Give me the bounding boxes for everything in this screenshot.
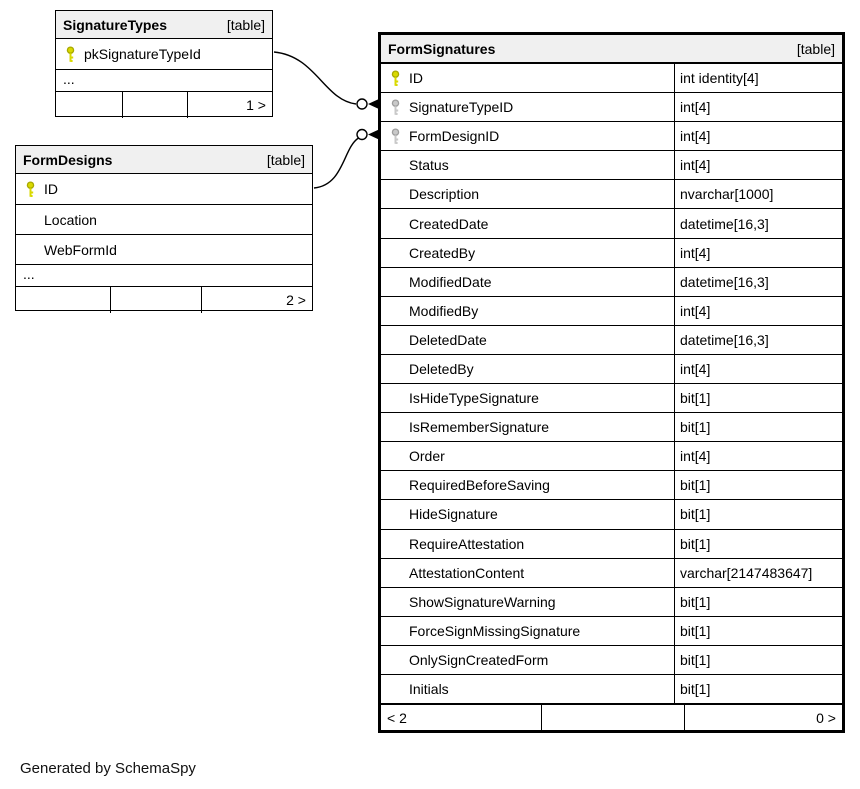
column-name-cell xyxy=(381,151,674,179)
column-name-cell xyxy=(381,588,674,616)
column-row xyxy=(381,674,842,703)
key-icon-slot xyxy=(390,622,401,639)
column-type: bit[1] xyxy=(674,413,842,441)
column-type: int[4] xyxy=(674,297,842,325)
column-name: ID xyxy=(44,181,58,197)
column-rows xyxy=(16,174,312,264)
column-row xyxy=(381,354,842,383)
key-icon-slot xyxy=(390,390,401,407)
primary-key-icon xyxy=(390,70,401,87)
column-name: Initials xyxy=(409,681,449,698)
footer-cell xyxy=(542,705,685,730)
column-row xyxy=(381,587,842,616)
column-name-cell xyxy=(381,413,674,441)
column-name-cell xyxy=(381,93,674,121)
column-type: bit[1] xyxy=(674,384,842,412)
column-name-cell xyxy=(16,174,312,204)
column-name: DeletedDate xyxy=(409,331,487,348)
column-type: datetime[16,3] xyxy=(674,209,842,237)
column-name: IsHideTypeSignature xyxy=(409,390,539,407)
footer-cell xyxy=(111,287,203,313)
column-name: Location xyxy=(44,211,97,228)
column-type: int identity[4] xyxy=(674,64,842,92)
column-row xyxy=(381,441,842,470)
table-signature-types xyxy=(55,10,273,117)
column-row xyxy=(381,267,842,296)
table-form-signatures xyxy=(378,32,845,733)
key-icon-slot xyxy=(390,302,401,319)
key-icon-slot xyxy=(390,448,401,465)
column-type: int[4] xyxy=(674,122,842,150)
column-name: ModifiedDate xyxy=(409,273,492,290)
fk-edge-form-design xyxy=(314,129,380,188)
column-row xyxy=(381,179,842,208)
table-header[interactable] xyxy=(381,35,842,64)
column-name: ID xyxy=(409,70,423,87)
column-name-cell xyxy=(381,64,674,92)
column-row xyxy=(381,412,842,441)
key-icon-slot xyxy=(390,593,401,610)
column-name: CreatedDate xyxy=(409,215,489,232)
column-type: bit[1] xyxy=(674,471,842,499)
column-name-cell xyxy=(56,39,272,69)
column-type: bit[1] xyxy=(674,500,842,528)
column-row xyxy=(16,204,312,234)
column-row xyxy=(381,616,842,645)
key-icon-slot xyxy=(390,273,401,290)
footer-cell-related-count: < 2 xyxy=(381,705,542,730)
column-name: ShowSignatureWarning xyxy=(409,593,556,610)
column-name: SignatureTypeID xyxy=(409,99,514,116)
column-name-cell xyxy=(381,675,674,703)
column-row xyxy=(381,325,842,354)
column-name-cell xyxy=(381,471,674,499)
key-icon-slot xyxy=(390,244,401,261)
column-name-cell xyxy=(381,209,674,237)
column-name-cell xyxy=(381,384,674,412)
ellipsis-row: ... xyxy=(16,264,312,286)
footer-cell xyxy=(56,92,123,118)
column-type: bit[1] xyxy=(674,617,842,645)
column-name-cell xyxy=(381,297,674,325)
generated-by-caption: Generated by SchemaSpy xyxy=(20,760,196,777)
column-row xyxy=(381,383,842,412)
footer-cell xyxy=(123,92,188,118)
column-row xyxy=(381,645,842,674)
column-name-cell xyxy=(381,442,674,470)
table-footer xyxy=(381,703,842,730)
column-type: datetime[16,3] xyxy=(674,326,842,354)
column-type: datetime[16,3] xyxy=(674,268,842,296)
column-row xyxy=(381,558,842,587)
column-name-cell xyxy=(381,355,674,383)
footer-cell-related-count: 2 > xyxy=(286,292,306,308)
column-row xyxy=(381,238,842,267)
column-name: DeletedBy xyxy=(409,360,474,377)
column-name-cell xyxy=(381,239,674,267)
column-name: WebFormId xyxy=(44,241,117,258)
column-type: bit[1] xyxy=(674,675,842,703)
column-name-cell xyxy=(381,268,674,296)
column-row xyxy=(381,529,842,558)
column-type: int[4] xyxy=(674,93,842,121)
ellipsis-row: ... xyxy=(56,69,272,91)
column-name-cell xyxy=(16,235,312,264)
key-icon-slot xyxy=(390,535,401,552)
column-type: bit[1] xyxy=(674,530,842,558)
primary-key-icon xyxy=(25,181,36,198)
column-type: bit[1] xyxy=(674,588,842,616)
column-row xyxy=(16,234,312,264)
column-name: RequiredBeforeSaving xyxy=(409,477,550,494)
column-rows xyxy=(381,64,842,703)
table-header[interactable] xyxy=(16,146,312,174)
table-tag: [table] xyxy=(796,40,835,57)
column-name: IsRememberSignature xyxy=(409,419,550,436)
fk-edge-signature-type xyxy=(274,52,380,110)
key-icon-slot xyxy=(390,186,401,203)
column-name: Status xyxy=(409,157,449,174)
table-footer xyxy=(56,91,272,118)
foreign-key-icon xyxy=(390,128,401,145)
column-row xyxy=(381,64,842,92)
table-tag: [table] xyxy=(266,151,305,168)
column-row xyxy=(381,150,842,179)
footer-cell-related-count: 0 > xyxy=(816,709,836,726)
table-header[interactable] xyxy=(56,11,272,39)
key-icon-slot xyxy=(390,215,401,232)
column-row xyxy=(381,92,842,121)
column-row xyxy=(381,121,842,150)
column-name-cell xyxy=(381,180,674,208)
column-name-cell xyxy=(16,205,312,234)
column-type: int[4] xyxy=(674,442,842,470)
table-name[interactable]: SignatureTypes xyxy=(63,16,167,33)
key-icon-slot xyxy=(390,681,401,698)
column-name: RequireAttestation xyxy=(409,535,525,552)
table-tag: [table] xyxy=(226,16,265,33)
column-name-cell xyxy=(381,559,674,587)
key-icon-slot xyxy=(25,211,36,228)
key-icon-slot xyxy=(390,419,401,436)
foreign-key-icon xyxy=(390,99,401,116)
column-type: nvarchar[1000] xyxy=(674,180,842,208)
column-name-cell xyxy=(381,122,674,150)
column-name: CreatedBy xyxy=(409,244,476,261)
table-footer xyxy=(16,286,312,313)
column-row xyxy=(16,174,312,204)
key-icon-slot xyxy=(390,651,401,668)
primary-key-icon xyxy=(65,46,76,63)
key-icon-slot xyxy=(390,157,401,174)
column-name-cell xyxy=(381,617,674,645)
column-row xyxy=(56,39,272,69)
column-type: int[4] xyxy=(674,355,842,383)
table-name[interactable]: FormSignatures xyxy=(388,40,496,57)
column-name-cell xyxy=(381,326,674,354)
footer-cell-related-count: 1 > xyxy=(246,97,266,113)
column-type: int[4] xyxy=(674,239,842,267)
column-row xyxy=(381,296,842,325)
column-rows xyxy=(56,39,272,69)
column-type: bit[1] xyxy=(674,646,842,674)
column-type: varchar[2147483647] xyxy=(674,559,842,587)
key-icon-slot xyxy=(390,506,401,523)
key-icon-slot xyxy=(390,564,401,581)
column-name: AttestationContent xyxy=(409,564,525,581)
key-icon-slot xyxy=(390,331,401,348)
column-name-cell xyxy=(381,530,674,558)
column-name-cell xyxy=(381,646,674,674)
column-name: OnlySignCreatedForm xyxy=(409,651,549,668)
column-row xyxy=(381,499,842,528)
column-name: Order xyxy=(409,448,445,465)
key-icon-slot xyxy=(25,241,36,258)
column-name: ModifiedBy xyxy=(409,302,479,319)
key-icon-slot xyxy=(390,360,401,377)
key-icon-slot xyxy=(390,477,401,494)
column-name: pkSignatureTypeId xyxy=(84,46,201,62)
footer-cell xyxy=(16,287,111,313)
column-name: FormDesignID xyxy=(409,128,500,145)
column-row xyxy=(381,208,842,237)
column-name: Description xyxy=(409,186,480,203)
column-type: int[4] xyxy=(674,151,842,179)
column-name-cell xyxy=(381,500,674,528)
table-name[interactable]: FormDesigns xyxy=(23,151,113,168)
column-row xyxy=(381,470,842,499)
column-name: ForceSignMissingSignature xyxy=(409,622,581,639)
column-name: HideSignature xyxy=(409,506,498,523)
table-form-designs xyxy=(15,145,313,311)
